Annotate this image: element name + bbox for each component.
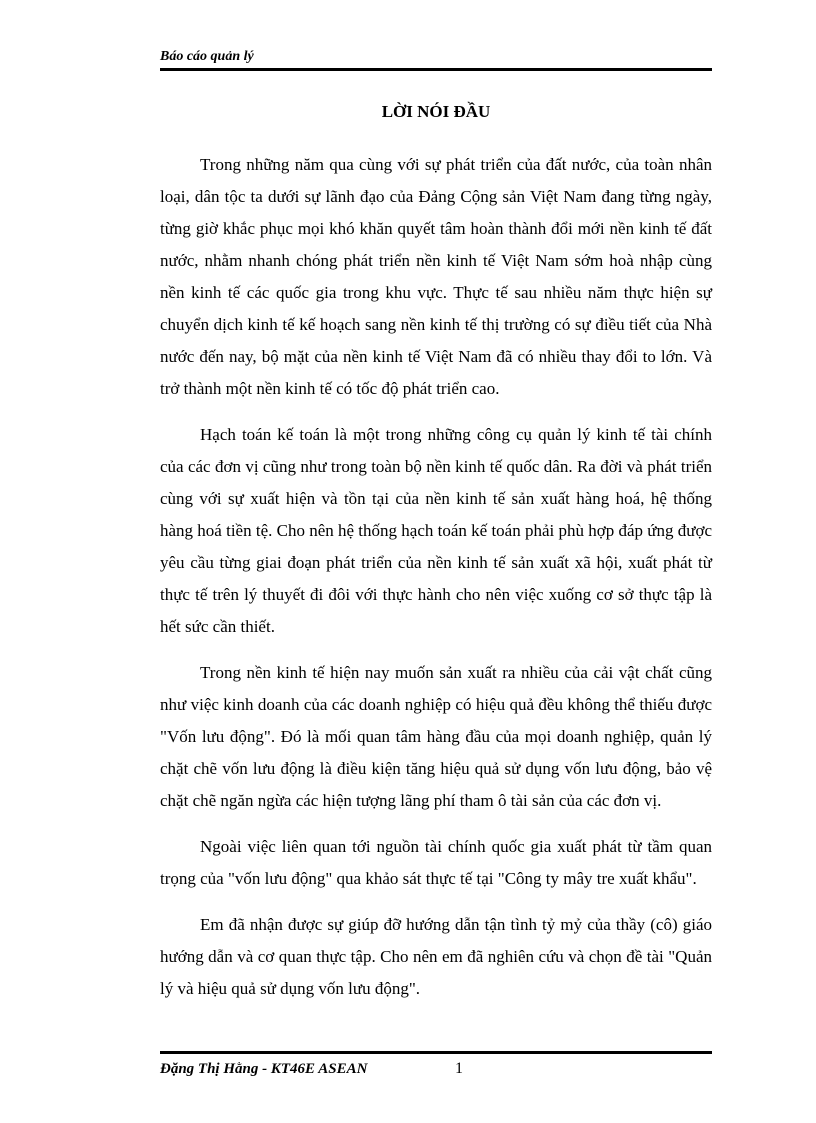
paragraph-2: Hạch toán kế toán là một trong những công cụ quản lý kinh tế tài chính của các đơn vị cũng như trong toàn bộ nền kinh tế quốc dân. Ra đời và phát triển cùng với sự xuất hiện và tồn tại của nền kinh tế sản xuất hàng hoá, hệ thống hàng hoá tiền tệ. Cho nên hệ thống hạch toán kế toán phải phù hợp đáp ứng được yêu cầu từng giai đoạn phát triển của nền kinh tế sản xuất xã hội, xuất phát từ thực tế trên lý thuyết đi đôi với thực hành cho nên việc xuống cơ sở thực tập là hết sức cần thiết. [160,425,712,636]
running-title: Báo cáo quản lý [160,49,254,64]
document-body [160,149,712,1017]
paragraph-4: Ngoài việc liên quan tới nguồn tài chính quốc gia xuất phát từ tầm quan trọng của "vốn lưu động" qua khảo sát thực tế tại "Công ty mây tre xuất khẩu". [160,837,712,888]
paragraph-1: Trong những năm qua cùng với sự phát triển của đất nước, của toàn nhân loại, dân tộc ta dưới sự lãnh đạo của Đảng Cộng sản Việt Nam đang từng ngày, từng giờ khắc phục mọi khó khăn quyết tâm hoàn thành đổi mới nền kinh tế đất nước, nhằm nhanh chóng phát triển nền kinh tế Việt Nam sớm hoà nhập cùng nền kinh tế các quốc gia trong khu vực. Thực tế sau nhiều năm thực hiện sự chuyển dịch kinh tế kế hoạch sang nền kinh tế thị trường có sự điều tiết của Nhà nước đến nay, bộ mặt của nền kinh tế Việt Nam đã có nhiều thay đổi to lớn. Và trở thành một nền kinh tế có tốc độ phát triển cao. [160,155,712,398]
page-number: 1 [455,1060,463,1077]
page-title: LỜI NÓI ĐẦU [381,102,491,121]
paragraph-5: Em đã nhận được sự giúp đỡ hướng dẫn tận tình tỷ mỷ của thầy (cô) giáo hướng dẫn và cơ quan thực tập. Cho nên em đã nghiên cứu và chọn đề tài "Quản lý và hiệu quả sử dụng vốn lưu động". [160,915,712,998]
header-rule [160,68,712,71]
page-footer [160,1058,712,1080]
footer-author: Đặng Thị Hằng - KT46E ASEAN [160,1061,368,1077]
page-header [160,48,712,66]
footer-rule [160,1051,712,1054]
paragraph-3: Trong nền kinh tế hiện nay muốn sản xuất ra nhiều của cải vật chất cũng như việc kinh doanh của các doanh nghiệp có hiệu quả đều không thể thiếu được "Vốn lưu động". Đó là mối quan tâm hàng đầu của mọi doanh nghiệp, quản lý chặt chẽ vốn lưu động là điều kiện tăng hiệu quả sử dụng vốn lưu động, bảo vệ chặt chẽ ngăn ngừa các hiện tượng lãng phí tham ô tài sản của các đơn vị. [160,663,712,810]
